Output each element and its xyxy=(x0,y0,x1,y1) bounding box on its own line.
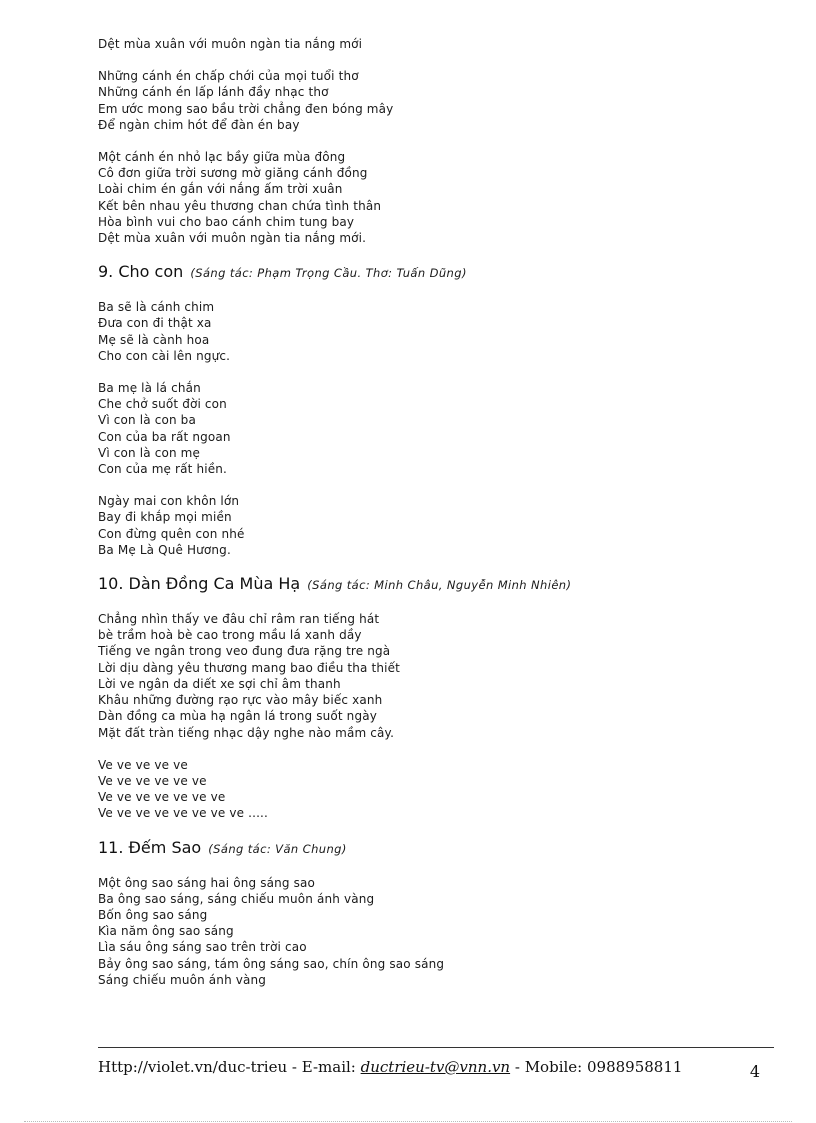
page-edge-divider xyxy=(24,1121,792,1122)
lyric-line: Cô đơn giữa trời sương mờ giăng cánh đồng xyxy=(98,166,368,181)
stanza xyxy=(98,36,778,52)
lyric-line: Bay đi khắp mọi miền xyxy=(98,510,232,525)
lyric-line: Ve ve ve ve ve ve xyxy=(98,773,207,788)
song-credit: (Sáng tác: Minh Châu, Nguyễn Minh Nhiên) xyxy=(307,578,572,593)
lyric-line: Lời ve ngân da diết xe sợi chỉ âm thanh xyxy=(98,676,341,691)
lyric-line: Một ông sao sáng hai ông sáng sao xyxy=(98,875,316,890)
stanza xyxy=(98,875,778,988)
lyric-line: Ve ve ve ve ve ve ve ve ..... xyxy=(98,806,268,821)
lyric-line: Một cánh én nhỏ lạc bầy giữa mùa đông xyxy=(98,150,346,165)
footer-mobile: - Mobile: 0988958811 xyxy=(510,1058,683,1076)
lyric-line: Vì con là con mẹ xyxy=(98,445,201,460)
song-section xyxy=(98,262,778,558)
stanza xyxy=(98,380,778,477)
lyric-line: Ve ve ve ve ve xyxy=(98,757,188,772)
lyric-line: Con của ba rất ngoan xyxy=(98,429,231,444)
lyric-line: Loài chim én gắn với nắng ấm trời xuân xyxy=(98,182,343,197)
stanza xyxy=(98,493,778,558)
lyric-line: Ba mẹ là lá chắn xyxy=(98,381,201,396)
lyric-line: Ve ve ve ve ve ve ve xyxy=(98,790,226,805)
footer-email-label: - E-mail: xyxy=(287,1058,361,1076)
lyric-line: Kết bên nhau yêu thương chan chứa tình thân xyxy=(98,198,382,213)
lyric-line: Che chở suốt đời con xyxy=(98,397,227,412)
lyric-line: Những cánh én lấp lánh đầy nhạc thơ xyxy=(98,85,329,100)
lyric-line: Sáng chiếu muôn ánh vàng xyxy=(98,972,267,987)
document-body xyxy=(98,36,778,1004)
stanza xyxy=(98,149,778,246)
lyric-line: Lời dịu dàng yêu thương mang bao điều tha thiết xyxy=(98,660,400,675)
lyric-line: Ba sẽ là cánh chim xyxy=(98,300,215,315)
song-section xyxy=(98,838,778,988)
lyric-line: Lìa sáu ông sáng sao trên trời cao xyxy=(98,940,307,955)
stanza xyxy=(98,611,778,741)
lyric-line: Con của mẹ rất hiền. xyxy=(98,462,227,477)
stanza xyxy=(98,757,778,822)
song-section xyxy=(98,574,778,821)
lyric-line: Hòa bình vui cho bao cánh chim tung bay xyxy=(98,214,355,229)
lyric-line: Bốn ông sao sáng xyxy=(98,907,208,922)
stanza xyxy=(98,68,778,133)
lyric-line: Cho con cài lên ngực. xyxy=(98,348,231,363)
song-credit: (Sáng tác: Văn Chung) xyxy=(208,841,347,856)
lyric-line: Những cánh én chấp chới của mọi tuổi thơ xyxy=(98,69,359,84)
lyric-line: Dệt mùa xuân với muôn ngàn tia nắng mới. xyxy=(98,231,367,246)
footer-email-link[interactable]: ductrieu-tv@vnn.vn xyxy=(360,1058,511,1076)
lyric-line: Ba Mẹ Là Quê Hương. xyxy=(98,542,231,557)
song-credit: (Sáng tác: Phạm Trọng Cầu. Thơ: Tuấn Dũng) xyxy=(190,266,467,281)
lyric-line: Khâu những đường rạo rực vào mây biếc xanh xyxy=(98,693,383,708)
lyric-line: Dàn đồng ca mùa hạ ngân lá trong suốt ngày xyxy=(98,709,377,724)
lyric-line: Để ngàn chim hót để đàn én bay xyxy=(98,117,300,132)
page-number: 4 xyxy=(749,1062,760,1081)
lyric-line: Dệt mùa xuân với muôn ngàn tia nắng mới xyxy=(98,37,363,51)
lyric-line: Con đừng quên con nhé xyxy=(98,526,245,541)
song-title: 11. Đếm Sao xyxy=(98,837,202,857)
lyric-line: Chẳng nhìn thấy ve đâu chỉ râm ran tiếng hát xyxy=(98,612,380,627)
page-footer xyxy=(98,1058,774,1082)
lyric-line: Tiếng ve ngân trong veo đung đưa rặng tre ngà xyxy=(98,644,391,659)
song-title: 9. Cho con xyxy=(98,262,184,282)
lyric-line: Em ước mong sao bầu trời chẳng đen bóng mây xyxy=(98,101,394,116)
lyric-line: bè trầm hoà bè cao trong mầu lá xanh dầy xyxy=(98,628,362,643)
footer-divider xyxy=(98,1047,774,1048)
stanza xyxy=(98,299,778,364)
footer-website[interactable]: Http://violet.vn/duc-trieu xyxy=(98,1058,288,1076)
song-title: 10. Dàn Đồng Ca Mùa Hạ xyxy=(98,574,301,594)
song-heading xyxy=(98,262,778,283)
lyric-line: Mẹ sẽ là cành hoa xyxy=(98,332,210,347)
song-heading xyxy=(98,574,778,595)
lyric-line: Ba ông sao sáng, sáng chiếu muôn ánh vàng xyxy=(98,891,375,906)
lyric-line: Mặt đất tràn tiếng nhạc dậy nghe nào mầm cây. xyxy=(98,725,395,740)
intro-lyrics xyxy=(98,36,778,246)
song-heading xyxy=(98,838,778,859)
lyric-line: Vì con là con ba xyxy=(98,413,196,428)
lyric-line: Đưa con đi thật xa xyxy=(98,316,212,331)
lyric-line: Bảy ông sao sáng, tám ông sáng sao, chín ông sao sáng xyxy=(98,956,445,971)
lyric-line: Kìa năm ông sao sáng xyxy=(98,924,234,939)
lyric-line: Ngày mai con khôn lớn xyxy=(98,494,240,509)
